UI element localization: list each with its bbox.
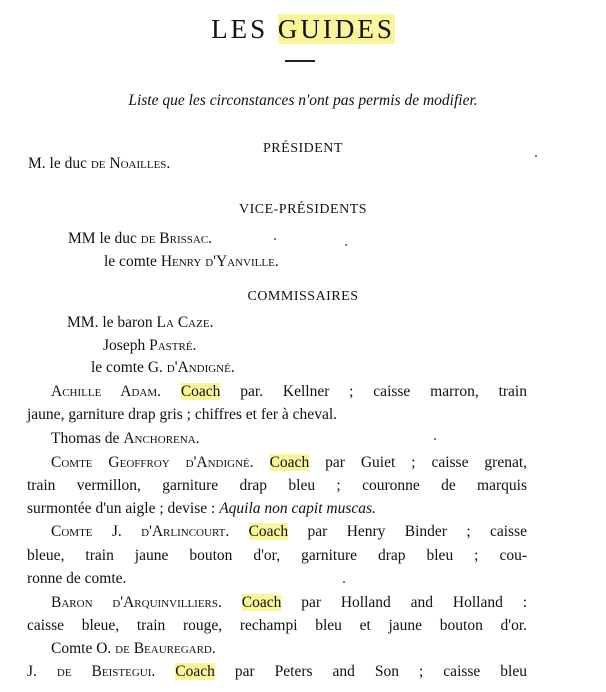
entry-beauregard: Comte O. de Beauregard. [51, 640, 216, 657]
scan-speck [343, 581, 345, 583]
person-name: de Brissac [140, 230, 209, 247]
owner-name: Baron d'Arquinvilliers. [51, 594, 222, 611]
entry-adam-line-1: Achille Adam. Coach par. Kellner ; caisse marron, train [51, 383, 527, 400]
person-name: Henry d'Yanville [160, 253, 275, 270]
coach-highlight: Coach [175, 663, 215, 680]
title-prefix: LES [211, 14, 278, 44]
president-heading: PRÉSIDENT [263, 141, 343, 156]
entry-arlincourt-line-3: ronne de comte. [27, 570, 127, 587]
scan-speck [434, 438, 436, 440]
vice-presidents-heading: VICE-PRÉSIDENTS [238, 202, 368, 217]
person-name: de Noailles [90, 155, 167, 172]
page-title [0, 14, 606, 45]
owner-name: Achille Adam. [51, 383, 161, 400]
coach-highlight: Coach [269, 454, 310, 471]
owner-name: de Beauregard [115, 640, 212, 657]
coach-highlight: Coach [241, 594, 282, 611]
entry-anchorena: Thomas de Anchorena. [51, 430, 200, 447]
entry-beistegui-line-1: J. de Beistegui. Coach par Peters and Son ; caisse bleu [27, 663, 527, 680]
entry-adam-line-2: jaune, garniture drap gris ; chiffres et fer à cheval. [27, 406, 337, 423]
entry-andigne-line-1: Comte Geoffroy d'Andigné. Coach par Guiet ; caisse grenat, [51, 454, 528, 471]
person-name: La Caze [156, 314, 210, 331]
coach-highlight: Coach [180, 383, 221, 400]
vice-president-line: MM le duc de Brissac. [68, 230, 213, 247]
coach-highlight: Coach [248, 523, 289, 540]
vice-president-line: le comte Henry d'Yanville. [104, 253, 279, 270]
commissaire-line: MM. le baron La Caze. [67, 314, 214, 331]
commissaire-line: Joseph Pastré. [103, 337, 197, 354]
president-line: M. le duc de Noailles. [28, 155, 171, 172]
entry-arquinvilliers-line-1: Baron d'Arquinvilliers. Coach par Holland and Holland : [51, 594, 527, 611]
owner-name: J. de Beistegui. [27, 663, 156, 680]
entry-arlincourt-line-2: bleue, train jaune bouton d'or, garniture drap bleu ; cou- [27, 547, 527, 564]
commissaire-line: le comte G. d'Andigné. [91, 359, 235, 376]
commissaires-heading: COMMISSAIRES [247, 289, 359, 304]
subtitle: Liste que les circonstances n'ont pas permis de modifier. [128, 92, 478, 109]
scan-speck [345, 244, 347, 246]
title-rule [285, 60, 315, 62]
person-name: G. d'Andigné [147, 359, 231, 376]
scan-speck [274, 238, 276, 240]
scan-speck [535, 155, 537, 157]
owner-name: Comte J. d'Arlincourt. [51, 523, 230, 540]
owner-name: Anchorena [123, 430, 196, 447]
entry-arquinvilliers-line-2: caisse bleue, train rouge, rechampi bleu et jaune bouton d'or. [27, 617, 527, 634]
motto: Aquila non capit muscas. [219, 500, 376, 517]
entry-arlincourt-line-1: Comte J. d'Arlincourt. Coach par Henry Binder ; caisse [51, 523, 528, 540]
entry-andigne-line-3: surmontée d'un aigle ; devise : Aquila non capit muscas. [27, 500, 376, 517]
owner-name: Comte Geoffroy d'Andigné. [51, 454, 254, 471]
entry-andigne-line-2: train vermillon, garniture drap bleu ; couronne de marquis [27, 477, 527, 494]
title-highlight: GUIDES [277, 14, 395, 44]
person-name: Pastré [149, 337, 193, 354]
